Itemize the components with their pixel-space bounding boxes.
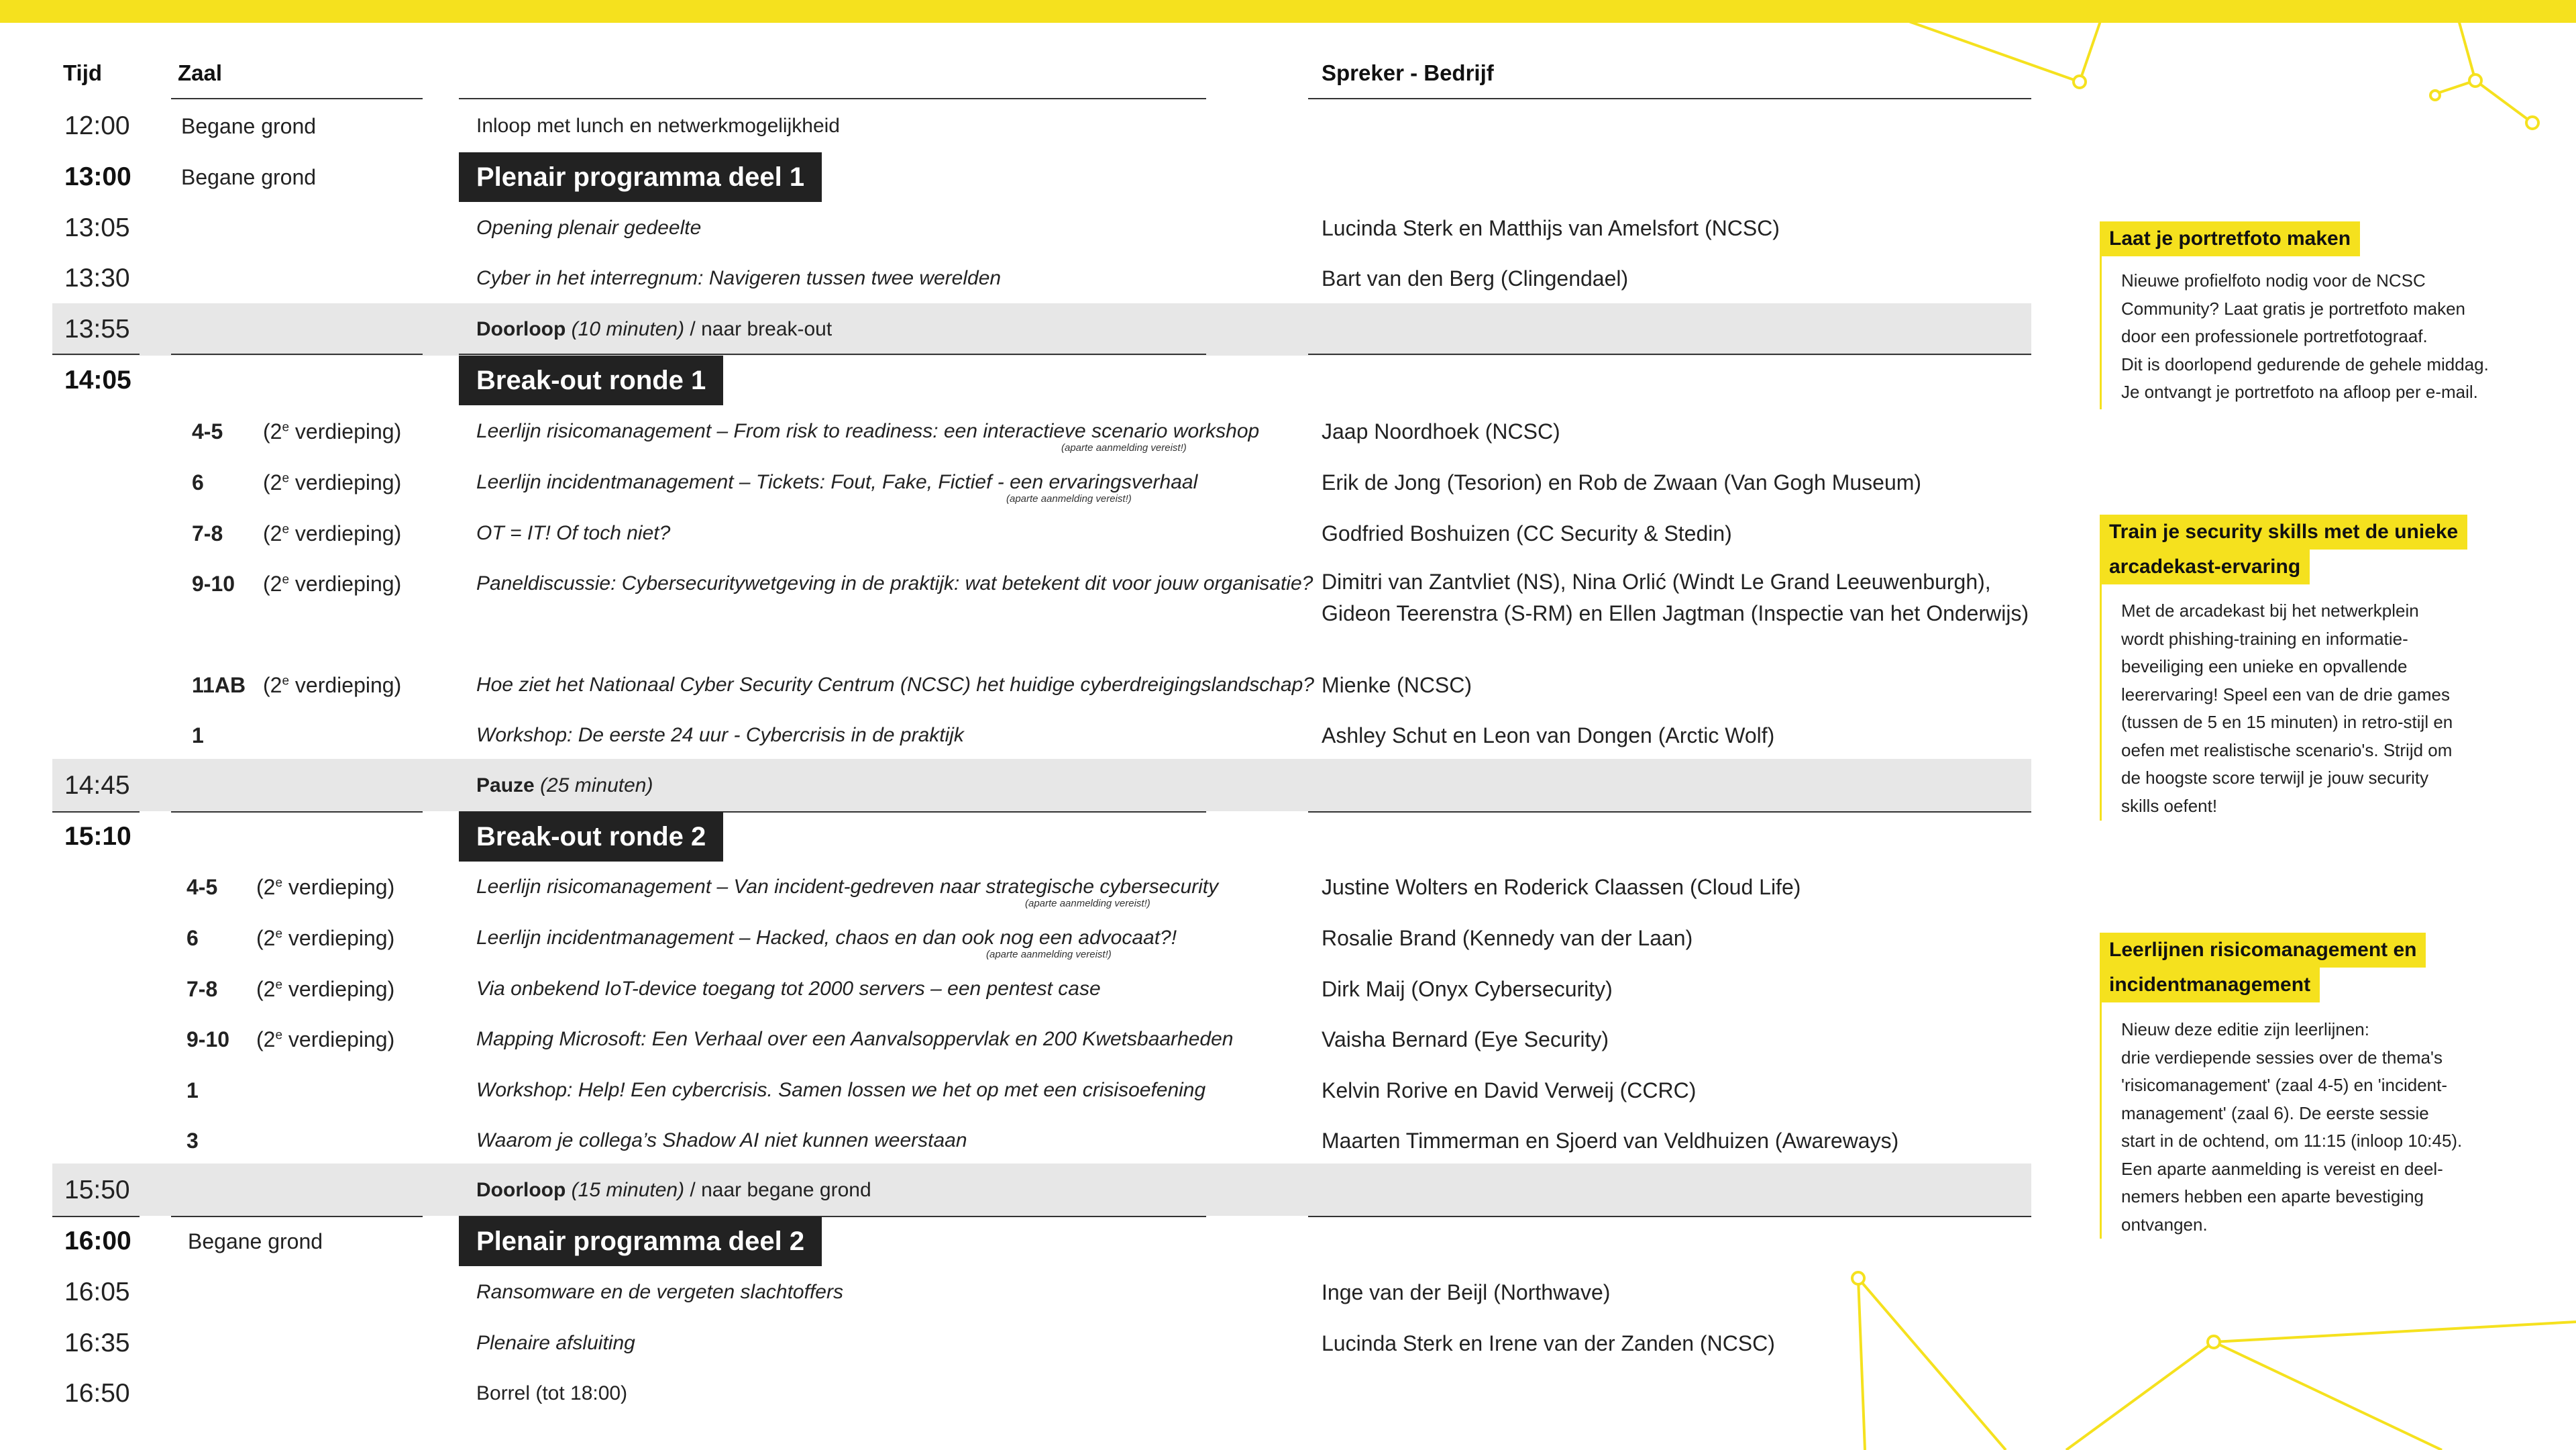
header-speaker-underline [1308, 98, 2031, 99]
leerlijnen-text-line: drie verdiepende sessies over de thema's [2121, 1047, 2443, 1068]
schedule-row [0, 203, 2059, 254]
breakout-row [0, 1014, 2059, 1065]
registration-note: (aparte aanmelding vereist!) [1061, 442, 1187, 454]
session-title: Plenaire afsluiting [476, 1332, 635, 1354]
time-label: 13:00 [64, 162, 131, 191]
leerlijnen-text-line: 'risicomanagement' (zaal 4-5) en 'incident- [2121, 1075, 2448, 1095]
speaker-label: Maarten Timmerman en Sjoerd van Veldhuizen (Awareways) [1322, 1129, 1899, 1153]
leerlijnen-text-line: Nieuw deze editie zijn leerlijnen: [2121, 1019, 2369, 1039]
leerlijnen-text-line: ontvangen. [2121, 1214, 2208, 1235]
arcade-text-line: Met de arcadekast bij het netwerkplein [2121, 601, 2419, 621]
speaker-label-continued: Gideon Teerenstra (S-RM) en Ellen Jagtman (Inspectie van het Onderwijs) [1322, 601, 2029, 625]
transition-duration: (25 minuten) [540, 774, 653, 796]
room-number: 1 [186, 1078, 199, 1102]
time-label: 16:50 [64, 1379, 130, 1408]
session-title: OT = IT! Of toch niet? [476, 522, 671, 544]
schedule-row [0, 304, 2059, 355]
portret-text-line: Je ontvangt je portretfoto na afloop per e-mail. [2121, 382, 2478, 402]
session-title: Mapping Microsoft: Een Verhaal over een Aanvalsoppervlak en 200 Kwetsbaarheden [476, 1028, 1234, 1050]
arcade-text-line: leerervaring! Speel een van de drie games [2121, 684, 2450, 705]
floor-label: (2e verdieping) [263, 673, 402, 697]
transition-name: Doorloop [476, 1179, 566, 1201]
arcade-text-line: oefen met realistische scenario's. Strijd om [2121, 739, 2453, 760]
arcade-text-line: beveiliging een unieke en opvallende [2121, 656, 2408, 676]
arcade-text-line: wordt phishing-training en informatie- [2121, 628, 2408, 649]
session-title: Opening plenair gedeelte [476, 217, 702, 239]
time-label: 16:05 [64, 1278, 130, 1306]
leerlijnen-text-line: management' (zaal 6). De eerste sessie [2121, 1102, 2429, 1123]
speaker-label: Erik de Jong (Tesorion) en Rob de Zwaan (Van Gogh Museum) [1322, 470, 1922, 495]
registration-note: (aparte aanmelding vereist!) [1006, 493, 1132, 505]
session-title: Waarom je collega’s Shadow AI niet kunnen weerstaan [476, 1129, 967, 1151]
room-label: Begane grond [181, 165, 317, 189]
transition-label [476, 304, 832, 355]
speaker-label: Justine Wolters en Roderick Claassen (Cloud Life) [1322, 875, 1801, 899]
breakout-row [0, 406, 2059, 457]
header-time: Tijd [63, 60, 103, 85]
room-number: 4-5 [192, 419, 223, 444]
speaker-label: Inge van der Beijl (Northwave) [1322, 1280, 1611, 1304]
speaker-label: Godfried Boshuizen (CC Security & Stedin) [1322, 521, 1732, 546]
header-session-underline [459, 98, 1206, 99]
leerlijnen-text-line: start in de ochtend, om 11:15 (inloop 10:45). [2121, 1131, 2463, 1151]
breakout-row [0, 1065, 2059, 1116]
portret-title: Laat je portretfoto maken [2100, 221, 2360, 256]
session-title: Ransomware en de vergeten slachtoffers [476, 1281, 843, 1303]
floor-label: (2e verdieping) [263, 521, 402, 546]
room-label: Begane grond [188, 1229, 323, 1253]
arcade-text [2121, 597, 2524, 820]
speaker-label: Vaisha Bernard (Eye Security) [1322, 1027, 1609, 1051]
schedule-row [0, 1267, 2059, 1318]
breakout-row [0, 508, 2059, 559]
schedule-row [0, 760, 2059, 811]
time-label: 14:05 [64, 366, 131, 395]
transition-name: Doorloop [476, 318, 566, 340]
arcade-border [2100, 584, 2102, 821]
schedule-row [0, 1318, 2059, 1369]
speaker-label: Jaap Noordhoek (NCSC) [1322, 419, 1560, 444]
room-number: 7-8 [186, 977, 218, 1001]
room-number: 7-8 [192, 521, 223, 546]
time-label: 13:55 [64, 315, 130, 344]
transition-destination: / naar begane grond [684, 1179, 871, 1201]
speaker-label: Ashley Schut en Leon van Dongen (Arctic Wolf) [1322, 723, 1775, 747]
header-speaker: Spreker - Bedrijf [1322, 60, 1494, 85]
floor-label: (2e verdieping) [263, 470, 402, 495]
floor-label: (2e verdieping) [256, 977, 395, 1001]
session-title: Via onbekend IoT-device toegang tot 2000 servers – een pentest case [476, 978, 1101, 1000]
leerlijnen-title-line2: incidentmanagement [2100, 968, 2320, 1002]
session-title: Hoe ziet het Nationaal Cyber Security Centrum (NCSC) het huidige cyberdreigingslandschap? [476, 674, 1314, 696]
leerlijnen-border [2100, 1002, 2102, 1239]
room-number: 4-5 [186, 875, 218, 899]
section-block-title: Plenair programma deel 1 [459, 152, 822, 202]
section-block-title: Break-out ronde 1 [459, 356, 723, 405]
breakout-row [0, 710, 2059, 761]
session-title: Workshop: De eerste 24 uur - Cybercrisis in de praktijk [476, 724, 964, 746]
section-block-title: Plenair programma deel 2 [459, 1216, 822, 1266]
session-title: Paneldiscussie: Cybersecuritywetgeving in de praktijk: wat betekent dit voor jouw organisatie? [476, 572, 1313, 594]
breakout-row [0, 457, 2059, 508]
breakout-row [0, 558, 2059, 647]
speaker-label: Dirk Maij (Onyx Cybersecurity) [1322, 977, 1613, 1001]
schedule-row [0, 1216, 2059, 1267]
session-title: Workshop: Help! Een cybercrisis. Samen lossen we het op met een crisisoefening [476, 1079, 1206, 1101]
session-title: Leerlijn risicomanagement – From risk to readiness: een interactieve scenario workshop [476, 420, 1260, 442]
arcade-text-line: de hoogste score terwijl je jouw security [2121, 768, 2429, 788]
leerlijnen-text-line: nemers hebben een aparte bevestiging [2121, 1186, 2424, 1206]
room-number: 9-10 [192, 572, 235, 596]
arcade-title-line1: Train je security skills met de unieke [2100, 515, 2467, 550]
header-room: Zaal [178, 60, 223, 85]
leerlijnen-title-line1: Leerlijnen risicomanagement en [2100, 933, 2426, 968]
schedule-row [0, 152, 2059, 203]
speaker-label: Lucinda Sterk en Irene van der Zanden (NCSC) [1322, 1331, 1775, 1355]
speaker-label: Kelvin Rorive en David Verweij (CCRC) [1322, 1078, 1697, 1102]
time-label: 15:10 [64, 822, 131, 851]
portret-text-line: Community? Laat gratis je portretfoto maken [2121, 298, 2466, 319]
room-label: Begane grond [181, 114, 317, 138]
portret-text-line: door een professionele portretfotograaf. [2121, 326, 2428, 346]
floor-label: (2e verdieping) [263, 419, 402, 444]
time-label: 12:00 [64, 111, 130, 140]
breakout-row [0, 1115, 2059, 1166]
floor-label: (2e verdieping) [256, 875, 395, 899]
portret-text-line: Dit is doorlopend gedurende de gehele middag. [2121, 354, 2489, 374]
speaker-label: Rosalie Brand (Kennedy van der Laan) [1322, 926, 1693, 950]
room-number: 9-10 [186, 1027, 230, 1051]
schedule-row [0, 811, 2059, 862]
time-label: 15:50 [64, 1176, 130, 1204]
session-title: Inloop met lunch en netwerkmogelijkheid [476, 115, 840, 137]
arcade-text-line: skills oefent! [2121, 795, 2218, 816]
section-block-title: Break-out ronde 2 [459, 812, 723, 862]
portret-text [2121, 267, 2524, 407]
breakout-row [0, 660, 2059, 711]
registration-note: (aparte aanmelding vereist!) [1025, 898, 1150, 909]
transition-label [476, 1165, 871, 1216]
floor-label: (2e verdieping) [263, 572, 402, 596]
speaker-label: Lucinda Sterk en Matthijs van Amelsfort (NCSC) [1322, 216, 1780, 240]
speaker-label: Bart van den Berg (Clingendael) [1322, 266, 1629, 291]
portret-border [2100, 256, 2102, 409]
schedule-row [0, 1165, 2059, 1216]
time-label: 16:00 [64, 1227, 131, 1255]
speaker-label: Dimitri van Zantvliet (NS), Nina Orlić (Windt Le Grand Leeuwenburgh), [1322, 570, 1991, 594]
breakout-row [0, 862, 2059, 913]
session-title: Leerlijn incidentmanagement – Tickets: Fout, Fake, Fictief - een ervaringsverhaal [476, 471, 1198, 493]
transition-duration: (10 minuten) [571, 318, 685, 340]
time-label: 13:05 [64, 213, 130, 242]
room-number: 6 [192, 470, 204, 495]
breakout-row [0, 964, 2059, 1015]
schedule-row [0, 253, 2059, 304]
session-title: Cyber in het interregnum: Navigeren tussen twee werelden [476, 267, 1002, 289]
transition-label [476, 760, 653, 811]
leerlijnen-text-line: Een aparte aanmelding is vereist en deel- [2121, 1158, 2443, 1179]
speaker-label: Mienke (NCSC) [1322, 673, 1472, 697]
room-number: 6 [186, 926, 199, 950]
schedule-row [0, 355, 2059, 406]
session-title: Borrel (tot 18:00) [476, 1382, 628, 1404]
registration-note: (aparte aanmelding vereist!) [986, 949, 1112, 960]
floor-label: (2e verdieping) [256, 926, 395, 950]
portret-text-line: Nieuwe profielfoto nodig voor de NCSC [2121, 270, 2426, 291]
time-label: 14:45 [64, 771, 130, 800]
transition-destination: / naar break-out [684, 318, 833, 340]
leerlijnen-text [2121, 1016, 2524, 1239]
session-title: Leerlijn risicomanagement – Van incident-gedreven naar strategische cybersecurity [476, 876, 1219, 898]
breakout-row [0, 913, 2059, 964]
transition-duration: (15 minuten) [571, 1179, 685, 1201]
arcade-text-line: (tussen de 5 en 15 minuten) in retro-stijl en [2121, 712, 2453, 732]
room-number: 11AB [192, 673, 246, 697]
room-number: 1 [192, 723, 204, 747]
session-title: Leerlijn incidentmanagement – Hacked, chaos en dan ook nog een advocaat?! [476, 927, 1177, 949]
arcade-title-line2: arcadekast-ervaring [2100, 550, 2310, 584]
schedule-row [0, 1368, 2059, 1419]
schedule-row [0, 101, 2059, 152]
floor-label: (2e verdieping) [256, 1027, 395, 1051]
time-label: 16:35 [64, 1329, 130, 1357]
header-room-underline [171, 98, 423, 99]
transition-name: Pauze [476, 774, 535, 796]
time-label: 13:30 [64, 264, 130, 293]
room-number: 3 [186, 1129, 199, 1153]
